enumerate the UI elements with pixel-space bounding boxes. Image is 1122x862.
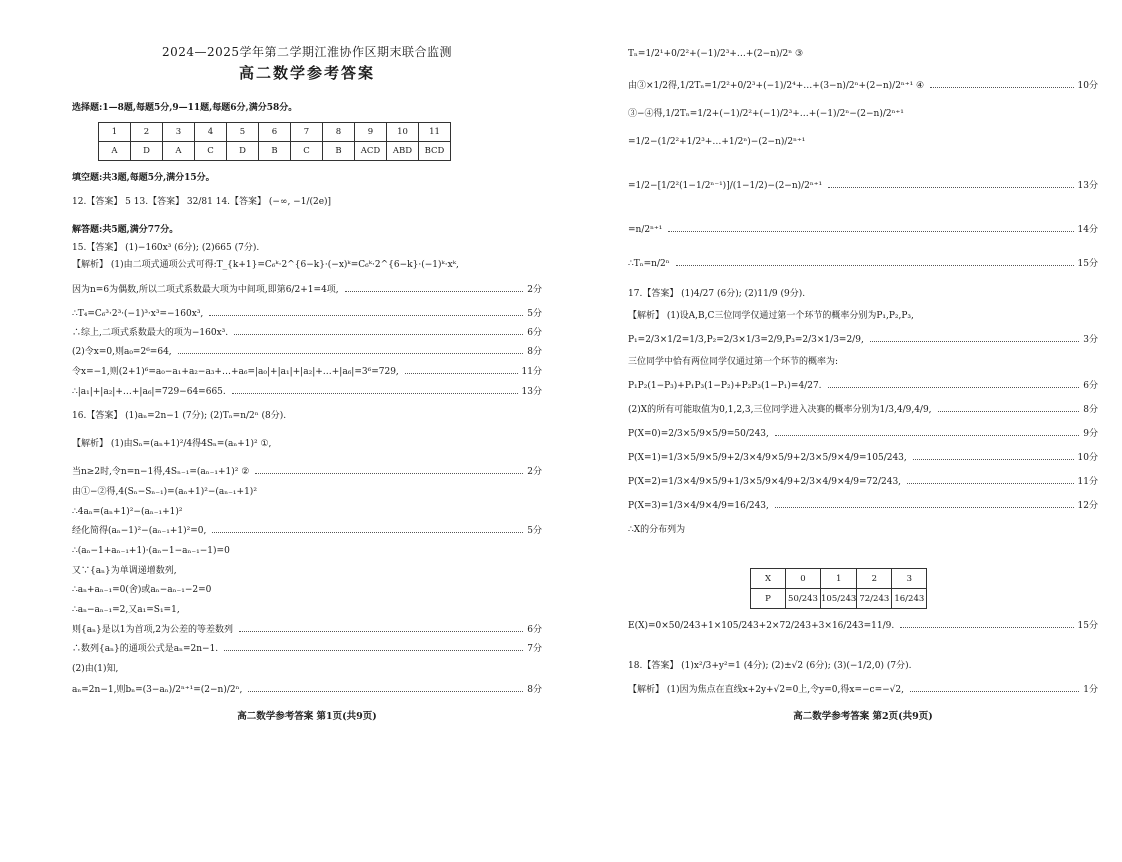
solution-text: ∴|a₁|+|a₂|+…+|a₆|=729−64=665. <box>72 387 226 397</box>
solution-text: ∴X的分布列为 <box>628 525 686 535</box>
solution-line <box>72 525 542 537</box>
solution-line <box>628 224 1098 236</box>
leader-dots <box>910 691 1079 692</box>
fill-answers: 12.【答案】 5 13.【答案】 32/81 14.【答案】 (−∞, −1/(2e)] <box>72 197 332 207</box>
question-number-cell: 2 <box>131 123 163 142</box>
dist-p-cell: 16/243 <box>892 589 927 609</box>
solution-line <box>72 466 542 478</box>
solution-text: ③−④得,1/2Tₙ=1/2+(−1)/2²+(−1)/2³+…+(−1)/2ⁿ−(2−n)/2ⁿ⁺¹ <box>628 109 904 119</box>
solution-text: P(X=3)=1/3×4/9×4/9=16/243, <box>628 501 769 511</box>
solution-line <box>72 486 542 498</box>
solution-line <box>628 476 1098 488</box>
solution-line <box>628 620 1098 632</box>
score-points: 11分 <box>1077 477 1098 487</box>
solution-line <box>628 288 1098 300</box>
score-points: 6分 <box>527 625 542 635</box>
solution-line <box>72 438 542 450</box>
leader-dots <box>405 373 518 374</box>
solution-text: 16.【答案】 (1)aₙ=2n−1 (7分); (2)Tₙ=n/2ⁿ (8分). <box>72 411 287 421</box>
solution-line <box>72 663 542 675</box>
solution-line <box>72 242 542 254</box>
answer-table <box>98 122 451 161</box>
solution-line <box>72 624 542 636</box>
question-number-cell: 6 <box>259 123 291 142</box>
leader-dots <box>239 631 523 632</box>
solution-line <box>72 284 542 296</box>
leader-dots <box>668 231 1073 232</box>
score-points: 2分 <box>527 285 542 295</box>
solution-text: ∴T₄=C₆³·2³·(−1)³·x³=−160x³, <box>72 309 204 319</box>
solution-line <box>72 366 542 378</box>
dist-p-cell: 72/243 <box>857 589 892 609</box>
answer-cell: A <box>163 142 195 161</box>
score-points: 6分 <box>1083 381 1098 391</box>
leader-dots <box>913 459 1074 460</box>
solution-line <box>628 684 1098 696</box>
solution-text: P(X=0)=2/3×5/9×5/9=50/243, <box>628 429 769 439</box>
solution-line <box>72 584 542 596</box>
solution-line <box>628 310 1098 322</box>
solution-text: (2)令x=0,则a₀=2⁶=64, <box>72 347 172 357</box>
solution-text: ∴aₙ−aₙ₋₁=2,又a₁=S₁=1, <box>72 605 180 615</box>
dist-p-cell: 50/243 <box>786 589 821 609</box>
question-number-cell: 11 <box>419 123 451 142</box>
page-2 <box>628 36 1098 726</box>
page-footer: 高二数学参考答案 第1页(共9页) <box>237 711 377 722</box>
solution-text: Tₙ=1/2¹+0/2²+(−1)/2³+…+(2−n)/2ⁿ ③ <box>628 49 804 59</box>
answer-cell: C <box>291 142 323 161</box>
dist-x-cell: 2 <box>857 569 892 589</box>
score-points: 7分 <box>527 644 542 654</box>
solution-text: =1/2−(1/2²+1/2³+…+1/2ⁿ)−(2−n)/2ⁿ⁺¹ <box>628 137 806 147</box>
leader-dots <box>938 411 1080 412</box>
answer-cell: C <box>195 142 227 161</box>
question-number-cell: 7 <box>291 123 323 142</box>
solution-line <box>628 258 1098 270</box>
solution-line <box>628 356 1098 368</box>
answer-cell: D <box>131 142 163 161</box>
solution-line <box>628 660 1098 672</box>
leader-dots <box>775 435 1079 436</box>
score-points: 12分 <box>1077 501 1098 511</box>
leader-dots <box>775 507 1074 508</box>
answer-cell: B <box>259 142 291 161</box>
question-number-cell: 9 <box>355 123 387 142</box>
solution-line <box>72 259 542 271</box>
score-points: 3分 <box>1083 335 1098 345</box>
score-points: 14分 <box>1077 225 1098 235</box>
question-number-cell: 5 <box>227 123 259 142</box>
solution-text: 【解析】 (1)因为焦点在直线x+2y+√2=0上,令y=0,得x=−c=−√2, <box>628 685 904 695</box>
solution-line <box>72 684 542 696</box>
score-points: 8分 <box>527 347 542 357</box>
solution-line <box>72 604 542 616</box>
answer-cell: D <box>227 142 259 161</box>
score-points: 1分 <box>1083 685 1098 695</box>
score-points: 5分 <box>527 309 542 319</box>
solution-text: 令x=−1,则(2+1)⁶=a₀−a₁+a₂−a₃+…+a₆=|a₀|+|a₁|+|a₂|+…+|a₆|=3⁶=729, <box>72 367 399 377</box>
leader-dots <box>248 691 523 692</box>
fill-header: 填空题:共3题,每题5分,满分15分。 <box>72 173 215 183</box>
solution-line <box>628 524 1098 536</box>
solution-text: 因为n=6为偶数,所以二项式系数最大项为中间项,即第6/2+1=4项, <box>72 285 339 295</box>
page-footer: 高二数学参考答案 第2页(共9页) <box>793 711 933 722</box>
solution-text: 18.【答案】 (1)x²/3+y²=1 (4分); (2)±√2 (6分); (3)(−1/2,0) (7分). <box>628 661 912 671</box>
leader-dots <box>345 291 524 292</box>
question-number-cell: 8 <box>323 123 355 142</box>
question-number-cell: 10 <box>387 123 419 142</box>
answer-cell: ACD <box>355 142 387 161</box>
score-points: 6分 <box>527 328 542 338</box>
solution-text: 由③×1/2得,1/2Tₙ=1/2²+0/2³+(−1)/2⁴+…+(3−n)/2ⁿ+(2−n)/2ⁿ⁺¹ ④ <box>628 81 925 91</box>
leader-dots <box>828 387 1080 388</box>
exam-title: 2024—2025学年第二学期江淮协作区期末联合监测 <box>161 45 453 59</box>
leader-dots <box>234 334 523 335</box>
solution-line <box>628 428 1098 440</box>
solution-line <box>72 545 542 557</box>
solution-line <box>72 308 542 320</box>
solution-text: =1/2−[1/2²(1−1/2ⁿ⁻¹)]/(1−1/2)−(2−n)/2ⁿ⁺¹ <box>628 181 823 191</box>
solution-text: (2)由(1)知, <box>72 664 119 674</box>
solution-line <box>628 452 1098 464</box>
solution-line <box>72 506 542 518</box>
solution-line <box>72 346 542 358</box>
dist-x-cell: X <box>751 569 786 589</box>
solution-line <box>628 80 1098 92</box>
dist-x-cell: 0 <box>786 569 821 589</box>
solution-line <box>72 410 542 422</box>
score-points: 9分 <box>1083 429 1098 439</box>
solution-text: 由①−②得,4(Sₙ−Sₙ₋₁)=(aₙ+1)²−(aₙ₋₁+1)² <box>72 487 257 497</box>
leader-dots <box>255 473 523 474</box>
solution-text: ∴(aₙ−1+aₙ₋₁+1)·(aₙ−1−aₙ₋₁−1)=0 <box>72 546 230 556</box>
solution-line <box>628 48 1098 60</box>
leader-dots <box>224 650 523 651</box>
score-points: 11分 <box>521 367 542 377</box>
solution-text: 15.【答案】 (1)−160x³ (6分); (2)665 (7分). <box>72 243 260 253</box>
solution-text: ∴aₙ+aₙ₋₁=0(舍)或aₙ−aₙ₋₁−2=0 <box>72 585 212 595</box>
question-number-cell: 4 <box>195 123 227 142</box>
solution-text: 17.【答案】 (1)4/27 (6分); (2)11/9 (9分). <box>628 289 806 299</box>
solution-text: P₁=2/3×1/2=1/3,P₂=2/3×1/3=2/9,P₃=2/3×1/3=2/9, <box>628 335 864 345</box>
leader-dots <box>676 265 1074 266</box>
leader-dots <box>900 627 1073 628</box>
solution-line <box>628 380 1098 392</box>
solution-line <box>628 500 1098 512</box>
leader-dots <box>178 353 524 354</box>
solution-line <box>628 334 1098 346</box>
score-points: 5分 <box>527 526 542 536</box>
solution-text: 【解析】 (1)由Sₙ=(aₙ+1)²/4得4Sₙ=(aₙ+1)² ①, <box>72 439 272 449</box>
solution-text: ∴Tₙ=n/2ⁿ <box>628 259 670 269</box>
question-number-cell: 1 <box>99 123 131 142</box>
leader-dots <box>209 315 523 316</box>
answer-title: 高二数学参考答案 <box>238 64 375 82</box>
solution-line <box>72 565 542 577</box>
score-points: 10分 <box>1077 81 1098 91</box>
solution-line <box>628 180 1098 192</box>
solution-text: ∴4aₙ=(aₙ+1)²−(aₙ₋₁+1)² <box>72 507 183 517</box>
score-points: 15分 <box>1077 621 1098 631</box>
solution-text: 当n≥2时,令n=n−1得,4Sₙ₋₁=(aₙ₋₁+1)² ② <box>72 467 250 477</box>
solution-text: P₁P₂(1−P₃)+P₁P₃(1−P₂)+P₂P₃(1−P₁)=4/27. <box>628 381 822 391</box>
solution-line <box>72 386 542 398</box>
solution-text: 又∵{aₙ}为单调递增数列, <box>72 566 177 576</box>
score-points: 10分 <box>1077 453 1098 463</box>
solution-text: P(X=1)=1/3×5/9×5/9+2/3×4/9×5/9+2/3×5/9×4/9=105/243, <box>628 453 907 463</box>
leader-dots <box>907 483 1074 484</box>
solution-line <box>72 643 542 655</box>
solution-text: =n/2ⁿ⁺¹ <box>628 225 663 235</box>
solution-text: P(X=2)=1/3×4/9×5/9+1/3×5/9×4/9+2/3×4/9×4/9=72/243, <box>628 477 902 487</box>
solution-text: ∴数列{aₙ}的通项公式是aₙ=2n−1. <box>72 644 219 654</box>
solution-text: 则{aₙ}是以1为首项,2为公差的等差数列 <box>72 625 234 635</box>
leader-dots <box>232 393 518 394</box>
dist-p-cell: 105/243 <box>821 589 857 609</box>
score-points: 8分 <box>527 685 542 695</box>
solution-text: 【解析】 (1)由二项式通项公式可得:T_{k+1}=C₆ᵏ·2^{6−k}·(−x)ᵏ=C₆ᵏ·2^{6−k}·(−1)ᵏ·xᵏ, <box>72 260 459 270</box>
dist-x-cell: 1 <box>821 569 857 589</box>
dist-p-cell: P <box>751 589 786 609</box>
answer-cell: B <box>323 142 355 161</box>
score-points: 2分 <box>527 467 542 477</box>
answer-cell: A <box>99 142 131 161</box>
leader-dots <box>212 532 523 533</box>
page-1 <box>72 36 542 726</box>
score-points: 13分 <box>521 387 542 397</box>
solution-line <box>628 108 1098 120</box>
solution-line <box>72 327 542 339</box>
solution-text: 【解析】 (1)设A,B,C三位同学仅通过第一个环节的概率分别为P₁,P₂,P₃, <box>628 311 914 321</box>
solution-text: 三位同学中恰有两位同学仅通过第一个环节的概率为: <box>628 357 839 367</box>
distribution-table <box>750 568 927 609</box>
answer-cell: BCD <box>419 142 451 161</box>
solution-text: ∴综上,二项式系数最大的项为−160x³. <box>72 328 229 338</box>
solution-line <box>628 404 1098 416</box>
leader-dots <box>870 341 1079 342</box>
solution-line <box>628 136 1098 148</box>
solve-header: 解答题:共5题,满分77分。 <box>72 225 179 235</box>
leader-dots <box>828 187 1073 188</box>
score-points: 13分 <box>1077 181 1098 191</box>
solution-text: 经化简得(aₙ−1)²−(aₙ₋₁+1)²=0, <box>72 526 207 536</box>
answer-cell: ABD <box>387 142 419 161</box>
leader-dots <box>930 87 1073 88</box>
solution-text: E(X)=0×50/243+1×105/243+2×72/243+3×16/243=11/9. <box>628 621 895 631</box>
solution-text: (2)X的所有可能取值为0,1,2,3,三位同学进入决赛的概率分别为1/3,4/9,4/9, <box>628 405 932 415</box>
solution-text: aₙ=2n−1,则bₙ=(3−aₙ)/2ⁿ⁺¹=(2−n)/2ⁿ, <box>72 685 243 695</box>
mc-header: 选择题:1—8题,每题5分,9—11题,每题6分,满分58分。 <box>72 103 298 113</box>
question-number-cell: 3 <box>163 123 195 142</box>
dist-x-cell: 3 <box>892 569 927 589</box>
score-points: 15分 <box>1077 259 1098 269</box>
score-points: 8分 <box>1083 405 1098 415</box>
